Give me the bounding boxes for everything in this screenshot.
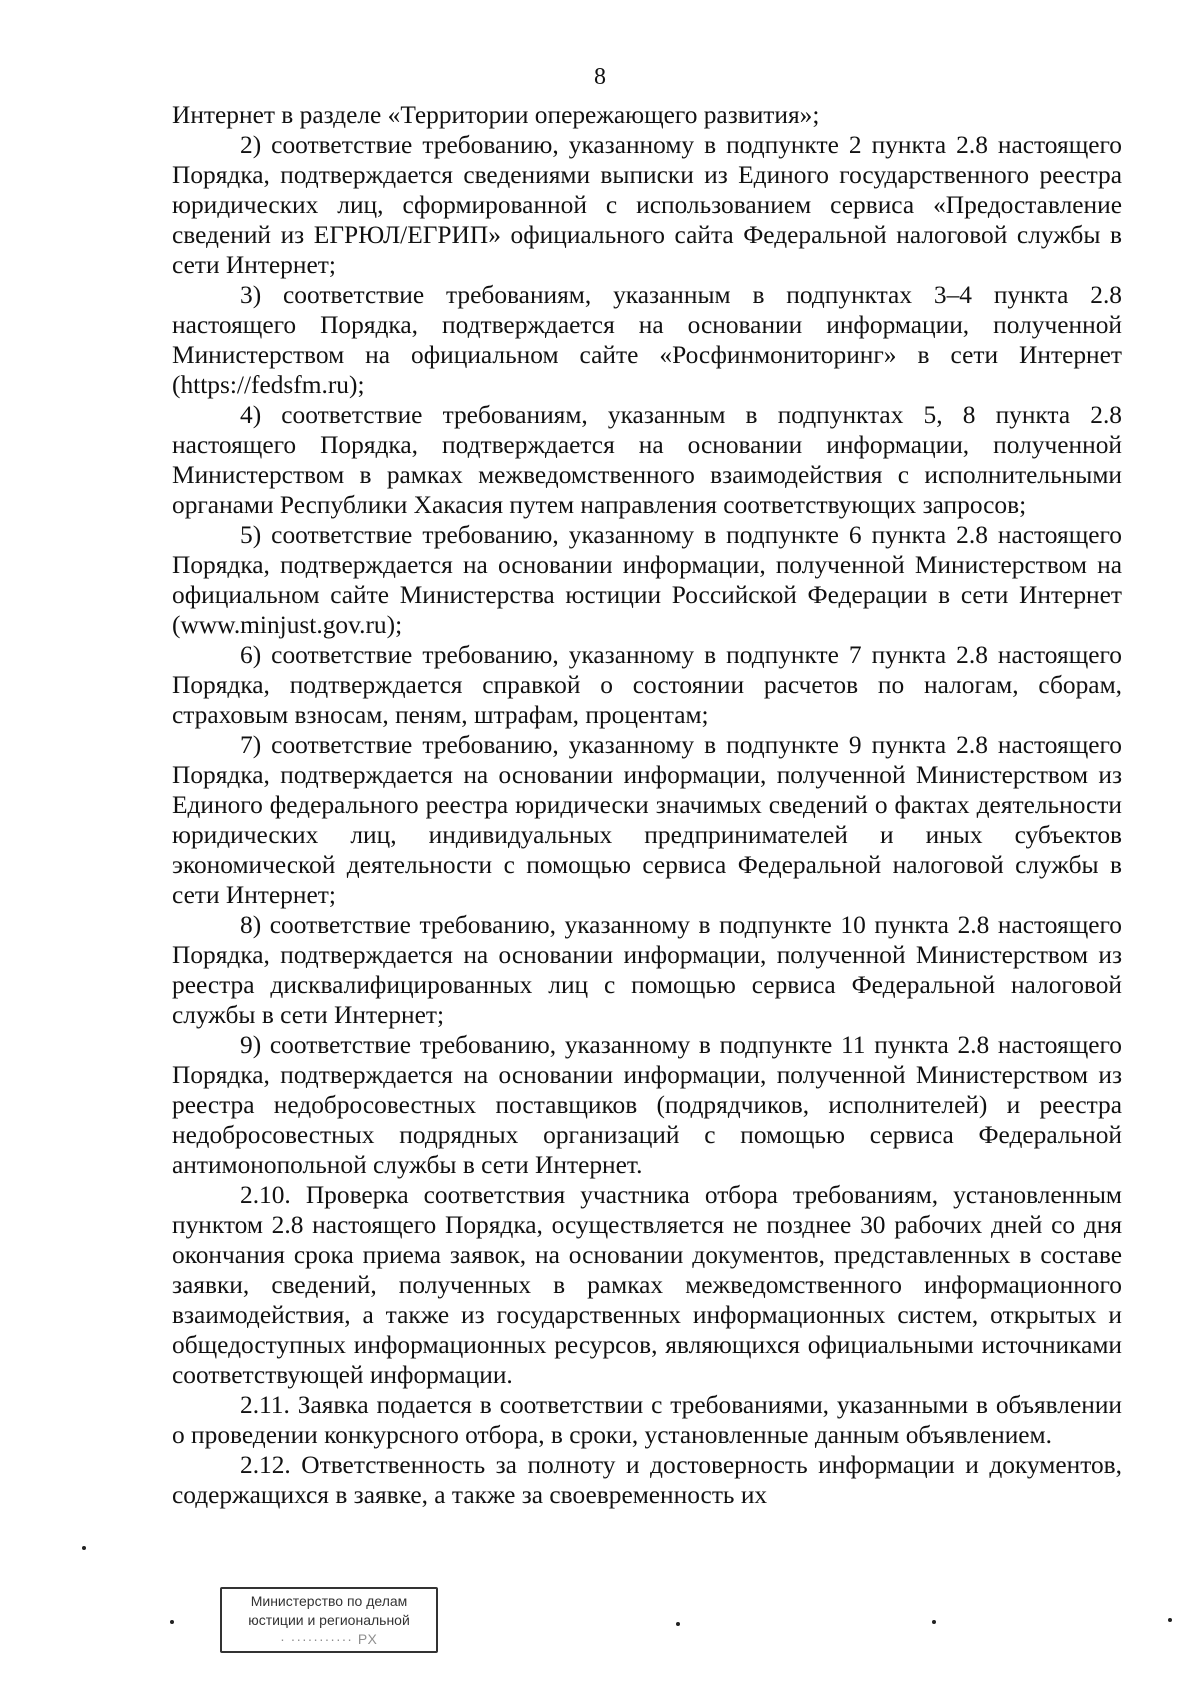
paragraph-item-7: 7) соответствие требованию, указанному в подпункте 9 пункта 2.8 настоящего Порядка, подтверждается на основании информации, полученной Министерством из Единого федерального реестра юридически значимых сведений о фактах деятельности юридических лиц, индивидуальных предпринимателей и иных субъектов экономической деятельности с помощью сервиса Федеральной налоговой службы в сети Интернет; xyxy=(172,731,1122,909)
document-body xyxy=(172,100,1122,1510)
paragraph-item-3: 3) соответствие требованиям, указанным в подпунктах 3–4 пункта 2.8 настоящего Порядка, подтверждается на основании информации, полученной Министерством на официальном сайте «Росфинмониторинг» в сети Интернет (https://fedsfm.ru); xyxy=(172,281,1122,399)
paragraph-section-2-12: 2.12. Ответственность за полноту и достоверность информации и документов, содержащихся в заявке, а также за своевременность их xyxy=(172,1451,1122,1509)
paragraph-item-6: 6) соответствие требованию, указанному в подпункте 7 пункта 2.8 настоящего Порядка, подтверждается справкой о состоянии расчетов по налогам, сборам, страховым взносам, пеням, штрафам, процентам; xyxy=(172,641,1122,729)
paragraph-item-8: 8) соответствие требованию, указанному в подпункте 10 пункта 2.8 настоящего Порядка, подтверждается на основании информации, полученной Министерством из реестра дисквалифицированных лиц с помощью сервиса Федеральной налоговой службы в сети Интернет; xyxy=(172,911,1122,1029)
scan-speck xyxy=(170,1620,174,1624)
scan-speck xyxy=(1168,1618,1172,1622)
paragraph-item-9: 9) соответствие требованию, указанному в подпункте 11 пункта 2.8 настоящего Порядка, подтверждается на основании информации, полученной Министерством из реестра недобросовестных поставщиков (подрядчиков, исполнителей) и реестра недобросовестных подрядных организаций с помощью сервиса Федеральной антимонопольной службы в сети Интернет. xyxy=(172,1031,1122,1179)
scan-speck xyxy=(82,1546,86,1550)
stamp-line-2: юстиции и региональной xyxy=(248,1612,410,1628)
paragraph-section-2-11: 2.11. Заявка подается в соответствии с требованиями, указанными в объявлении о проведении конкурсного отбора, в сроки, установленные данным объявлением. xyxy=(172,1391,1122,1449)
paragraph-item-4: 4) соответствие требованиям, указанным в подпунктах 5, 8 пункта 2.8 настоящего Порядка, подтверждается на основании информации, полученной Министерством в рамках межведомственного взаимодействия с исполнительными органами Республики Хакасия путем направления соответствующих запросов; xyxy=(172,401,1122,519)
paragraph-item-2: 2) соответствие требованию, указанному в подпункте 2 пункта 2.8 настоящего Порядка, подтверждается сведениями выписки из Единого государственного реестра юридических лиц, сформированной с использованием сервиса «Предоставление сведений из ЕГРЮЛ/ЕГРИП» официального сайта Федеральной налоговой службы в сети Интернет; xyxy=(172,131,1122,279)
scan-speck xyxy=(676,1622,680,1626)
stamp-line-1: Министерство по делам xyxy=(250,1593,408,1609)
paragraph-section-2-10: 2.10. Проверка соответствия участника отбора требованиям, установленным пунктом 2.8 настоящего Порядка, осуществляется не позднее 30 рабочих дней со дня окончания срока приема заявок, на основании документов, представленных в составе заявки, сведений, полученных в рамках межведомственного информационного взаимодействия, а также из государственных информационных систем, открытых и общедоступных информационных ресурсов, являющихся официальными источниками соответствующей информации. xyxy=(172,1181,1122,1389)
stamp-line-3: · ··········· РХ xyxy=(280,1631,378,1647)
paragraph-item-5: 5) соответствие требованию, указанному в подпункте 6 пункта 2.8 настоящего Порядка, подтверждается на основании информации, полученной Министерством на официальном сайте Министерства юстиции Российской Федерации в сети Интернет (www.minjust.gov.ru); xyxy=(172,521,1122,639)
registration-stamp xyxy=(220,1587,438,1653)
paragraph-continuation: Интернет в разделе «Территории опережающего развития»; xyxy=(172,101,820,129)
page-number: 8 xyxy=(594,64,606,90)
scan-speck xyxy=(932,1620,936,1624)
